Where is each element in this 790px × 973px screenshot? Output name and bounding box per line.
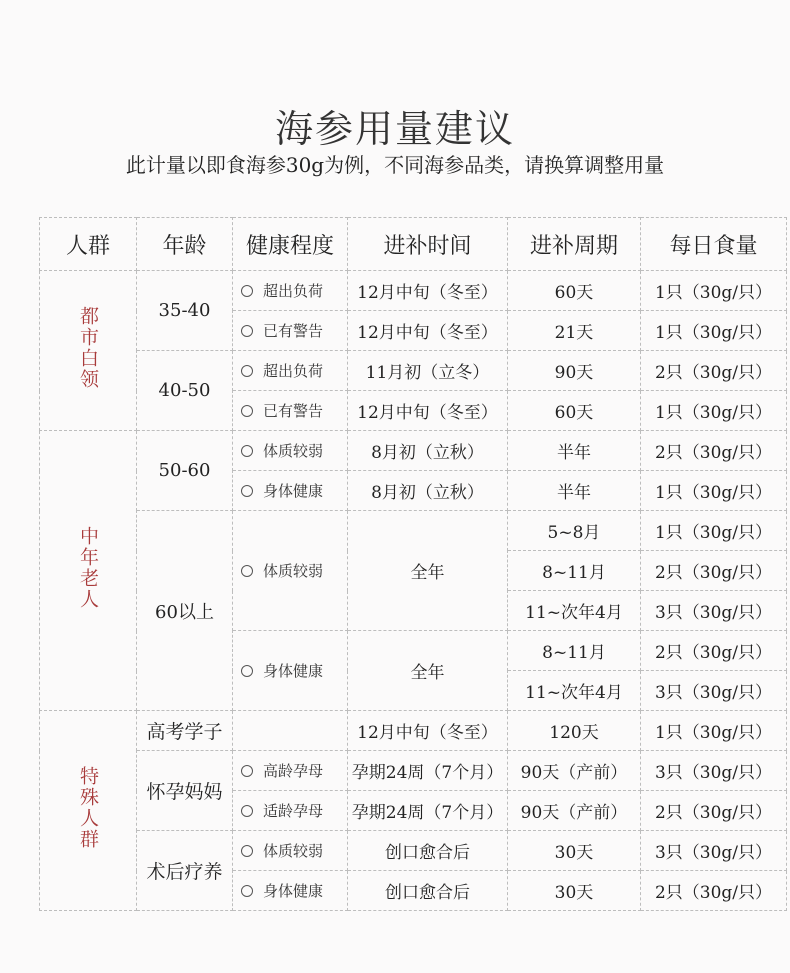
radio-icon[interactable] xyxy=(241,885,253,897)
group-middle-label: 中年老人 xyxy=(77,525,99,610)
radio-icon[interactable] xyxy=(241,845,253,857)
radio-icon[interactable] xyxy=(241,445,253,457)
cycle-cell: 90天（产前） xyxy=(508,791,641,831)
page-title: 海参用量建议 xyxy=(274,107,515,151)
cycle-cell: 90天 xyxy=(508,351,641,391)
amount-cell: 1只（30g/只） xyxy=(641,271,787,311)
header-time: 进补时间 xyxy=(348,218,508,271)
health-level-label: 已有警告 xyxy=(263,402,324,420)
table-row xyxy=(40,271,787,311)
cycle-cell: 60天 xyxy=(508,391,641,431)
health-level[interactable] xyxy=(233,511,348,631)
cycle-cell: 半年 xyxy=(508,471,641,511)
time-cell: 8月初（立秋） xyxy=(348,471,508,511)
group-middle xyxy=(40,431,137,711)
cycle-cell: 11~次年4月 xyxy=(508,671,641,711)
health-level-label: 身体健康 xyxy=(263,882,324,900)
health-level-empty xyxy=(233,711,348,751)
amount-cell: 1只（30g/只） xyxy=(641,311,787,351)
cycle-cell: 90天（产前） xyxy=(508,751,641,791)
time-cell: 12月中旬（冬至） xyxy=(348,311,508,351)
radio-icon[interactable] xyxy=(241,765,253,777)
amount-cell: 2只（30g/只） xyxy=(641,551,787,591)
age-cell: 35-40 xyxy=(137,271,233,351)
health-level[interactable] xyxy=(233,631,348,711)
cycle-cell: 60天 xyxy=(508,271,641,311)
cycle-cell: 8~11月 xyxy=(508,551,641,591)
cycle-cell: 30天 xyxy=(508,831,641,871)
time-cell: 孕期24周（7个月） xyxy=(348,751,508,791)
radio-icon[interactable] xyxy=(241,285,253,297)
amount-cell: 3只（30g/只） xyxy=(641,671,787,711)
health-level[interactable] xyxy=(233,311,348,351)
header-group: 人群 xyxy=(40,218,137,271)
amount-cell: 3只（30g/只） xyxy=(641,831,787,871)
radio-icon[interactable] xyxy=(241,365,253,377)
dosage-table xyxy=(39,217,787,911)
health-level-label: 体质较弱 xyxy=(263,842,324,860)
health-level[interactable] xyxy=(233,791,348,831)
group-urban xyxy=(40,271,137,431)
health-level-label: 身体健康 xyxy=(263,482,324,500)
table-row xyxy=(40,431,787,471)
age-cell: 40-50 xyxy=(137,351,233,431)
amount-cell: 1只（30g/只） xyxy=(641,391,787,431)
time-cell: 12月中旬（冬至） xyxy=(348,711,508,751)
table-row xyxy=(40,351,787,391)
cycle-cell: 半年 xyxy=(508,431,641,471)
radio-icon[interactable] xyxy=(241,805,253,817)
table-row xyxy=(40,711,787,751)
health-level-label: 超出负荷 xyxy=(263,362,324,380)
amount-cell: 2只（30g/只） xyxy=(641,871,787,911)
amount-cell: 3只（30g/只） xyxy=(641,591,787,631)
health-level-label: 体质较弱 xyxy=(263,442,324,460)
time-cell: 12月中旬（冬至） xyxy=(348,391,508,431)
cycle-cell: 8~11月 xyxy=(508,631,641,671)
header-health: 健康程度 xyxy=(233,218,348,271)
table-header-row xyxy=(40,218,787,271)
cycle-cell: 11~次年4月 xyxy=(508,591,641,631)
amount-cell: 1只（30g/只） xyxy=(641,711,787,751)
amount-cell: 2只（30g/只） xyxy=(641,631,787,671)
health-level-label: 超出负荷 xyxy=(263,282,324,300)
time-cell: 创口愈合后 xyxy=(348,871,508,911)
page-subtitle: 此计量以即食海参30g为例，不同海参品类，请换算调整用量 xyxy=(125,153,665,177)
radio-icon[interactable] xyxy=(241,565,253,577)
table-row xyxy=(40,511,787,551)
group-urban-label: 都市白领 xyxy=(77,305,99,390)
time-cell: 11月初（立冬） xyxy=(348,351,508,391)
age-cell: 50-60 xyxy=(137,431,233,511)
amount-cell: 2只（30g/只） xyxy=(641,351,787,391)
health-level-label: 适龄孕母 xyxy=(263,802,324,820)
cycle-cell: 30天 xyxy=(508,871,641,911)
radio-icon[interactable] xyxy=(241,665,253,677)
time-cell: 8月初（立秋） xyxy=(348,431,508,471)
table-row xyxy=(40,751,787,791)
amount-cell: 3只（30g/只） xyxy=(641,751,787,791)
radio-icon[interactable] xyxy=(241,325,253,337)
age-cell: 60以上 xyxy=(137,511,233,711)
radio-icon[interactable] xyxy=(241,485,253,497)
time-cell: 全年 xyxy=(348,511,508,631)
amount-cell: 2只（30g/只） xyxy=(641,791,787,831)
header-cycle: 进补周期 xyxy=(508,218,641,271)
header-age: 年龄 xyxy=(137,218,233,271)
cycle-cell: 120天 xyxy=(508,711,641,751)
health-level-label: 高龄孕母 xyxy=(263,762,324,780)
time-cell: 12月中旬（冬至） xyxy=(348,271,508,311)
health-level[interactable] xyxy=(233,391,348,431)
health-level[interactable] xyxy=(233,471,348,511)
health-level[interactable] xyxy=(233,431,348,471)
header-amount: 每日食量 xyxy=(641,218,787,271)
table-row xyxy=(40,831,787,871)
amount-cell: 1只（30g/只） xyxy=(641,471,787,511)
health-level[interactable] xyxy=(233,271,348,311)
health-level-label: 已有警告 xyxy=(263,322,324,340)
time-cell: 孕期24周（7个月） xyxy=(348,791,508,831)
group-special-label: 特殊人群 xyxy=(77,765,99,850)
cycle-cell: 5~8月 xyxy=(508,511,641,551)
subgroup-cell: 高考学子 xyxy=(137,711,233,751)
amount-cell: 1只（30g/只） xyxy=(641,511,787,551)
health-level-label: 体质较弱 xyxy=(263,562,324,580)
subgroup-cell: 术后疗养 xyxy=(137,831,233,911)
time-cell: 创口愈合后 xyxy=(348,831,508,871)
subgroup-cell: 怀孕妈妈 xyxy=(137,751,233,831)
health-level[interactable] xyxy=(233,751,348,791)
amount-cell: 2只（30g/只） xyxy=(641,431,787,471)
radio-icon[interactable] xyxy=(241,405,253,417)
health-level[interactable] xyxy=(233,351,348,391)
time-cell: 全年 xyxy=(348,631,508,711)
health-level-label: 身体健康 xyxy=(263,662,324,680)
health-level[interactable] xyxy=(233,871,348,911)
health-level[interactable] xyxy=(233,831,348,871)
cycle-cell: 21天 xyxy=(508,311,641,351)
group-special xyxy=(40,711,137,911)
